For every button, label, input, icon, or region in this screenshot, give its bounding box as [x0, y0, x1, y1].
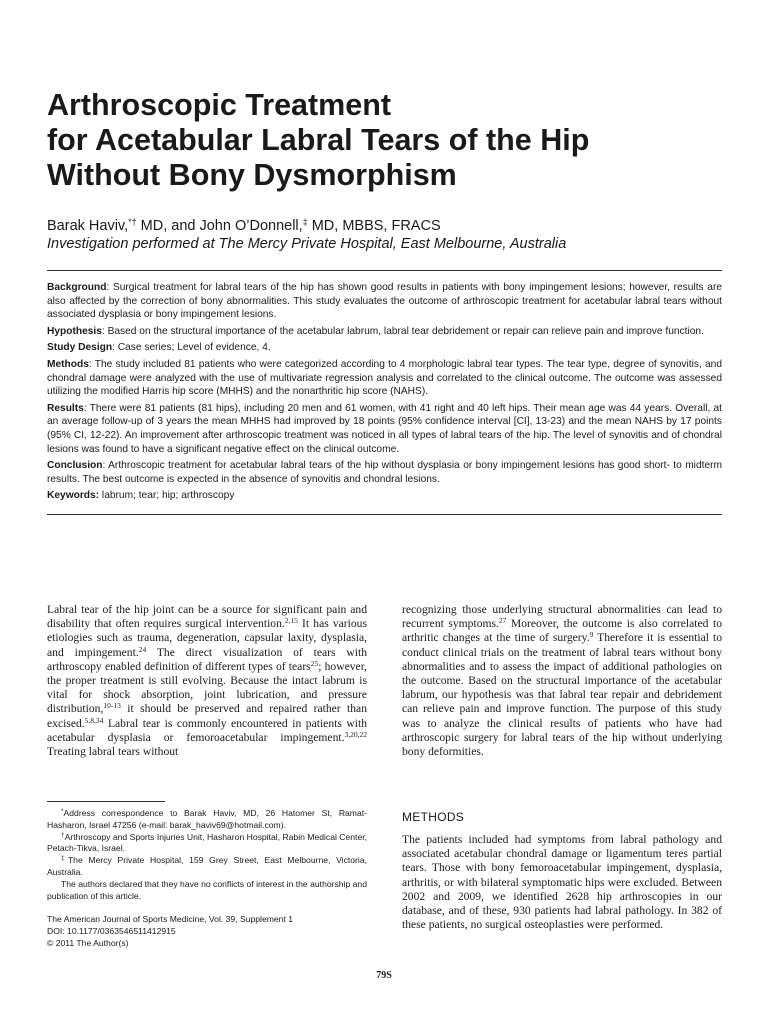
citation: 9: [589, 630, 594, 640]
results-label: Results: [47, 402, 84, 414]
footnote-affiliation-1: [47, 832, 367, 856]
body-text: ; however, the proper treatment is still evolving. Because the intact labrum is vital for shock absorption, joint lubrication, and pressure distribution,: [47, 659, 367, 716]
hypothesis-label: Hypothesis: [47, 325, 102, 337]
journal-doi: DOI: 10.1177/0363546511412915: [47, 925, 176, 936]
results-text: : There were 81 patients (81 hips), including 20 men and 61 women, with 41 right and 40 left hips. Their mean age was 44 years. Overall, at an average follow-up of 3 years the mean MHHS had improved by 18 points (95% confidence interval [CI], 13-23) and the mean NAHS by 17 points (95% CI, 12-22). An improvement after arthroscopic treatment was noticed in all types of labral tears of the hip. The level of synovitis and of chondral lesions was found to have a significant negative effect on the clinical outcome.: [47, 402, 722, 455]
page-number: 79S: [376, 970, 392, 981]
background-label: Background: [47, 282, 107, 293]
footnote-mark: *: [61, 808, 64, 815]
journal-copyright: © 2011 The Author(s): [47, 937, 129, 948]
footnote-text: Arthroscopy and Sports Injuries Unit, Hasharon Hospital, Rabin Medical Center, Petach-Tikva, Israel.: [47, 831, 367, 854]
footnote-conflicts: The authors declared that they have no conflicts of interest in the authorship and publication of this article.: [47, 878, 367, 901]
body-text: It has various etiologies such as trauma, degeneration, capsular laxity, dysplasia, and impingement.: [47, 617, 367, 659]
footnote-text: Address correspondence to Barak Haviv, MD, 26 Hatomer St, Ramat-Hasharon, Israel 47256 (e-mail: barak_haviv69@hotmail.com).: [47, 808, 367, 830]
study-design-label: Study Design: [47, 342, 113, 354]
keywords-label: Keywords:: [47, 490, 100, 502]
hypothesis-text: : Based on the structural importance of the acetabular labrum, labral tear debridement or repair can relieve pain and improve function.: [101, 325, 704, 337]
footnotes: [47, 808, 367, 902]
author-1-degree: MD, and John O’Donnell,: [136, 218, 303, 234]
author-2-degree: MD, MBBS, FRACS: [307, 218, 441, 234]
conclusion-label: Conclusion: [47, 460, 103, 472]
body-text: it should be preserved and repaired rather than excised.: [47, 702, 367, 730]
body-text: Labral tear of the hip joint can be a source for significant pain and disability that often requires surgical intervention.: [47, 603, 367, 631]
title-line-2: for Acetabular Labral Tears of the Hip: [47, 123, 590, 157]
title-line-1: Arthroscopic Treatment: [47, 88, 392, 122]
abstract-hypothesis: [47, 325, 722, 339]
background-text: : Surgical treatment for labral tears of the hip has shown good results in patients with bony impingement lesions; however, results are also affected by the correction of bony abnormalities. This study evaluates the outcome of arthroscopic treatment for acetabular labral tears without associated dysplasia or bony impingement lesions.: [47, 282, 722, 321]
footnote-correspondence: [47, 808, 367, 832]
study-design-text: : Case series; Level of evidence, 4.: [112, 342, 271, 354]
body-text: Therefore it is essential to conduct clinical trials on the treatment of labral tears without bony abnormalities and to assess the impact of additional pathologies on the outcome. Based on the structural importance of the acetabular labrum, our hypothesis was that labral tear repair and debridement can relieve pain and improve function. The purpose of this study was to analyze the clinical results of patients who have had arthroscopic surgery for labral tears of the hip without underlying bony deformities.: [402, 631, 722, 759]
body-text: recognizing those underlying structural abnormalities can lead to recurrent symptoms.: [402, 603, 722, 631]
abstract-study-design: [47, 341, 722, 355]
citation: 2,15: [284, 616, 298, 626]
body-right-column: [402, 603, 722, 759]
abstract-keywords: [47, 489, 722, 503]
citation: 25: [310, 658, 319, 668]
citation: 3,20,22: [344, 729, 367, 739]
methods-text: : The study included 81 patients who were categorized according to 4 morphologic labral tear types. The tear type, degree of synovitis, and chondral damage were analyzed with the use of multivariate regression analysis and correlated to the clinical outcome. The outcome was assessed utilizing the modified Harris hip score (MHHS) and the nonarthritic hip score (NAHS).: [47, 358, 722, 398]
citation: 5,8,34: [84, 715, 104, 725]
abstract-conclusion: [47, 459, 722, 486]
abstract-results: [47, 402, 722, 456]
abstract-background: [47, 281, 722, 322]
footnote-divider: [47, 801, 165, 802]
author-2-marks: ‡: [302, 217, 308, 227]
author-line: [47, 217, 727, 235]
citation: 27: [498, 616, 507, 626]
journal-name: The American Journal of Sports Medicine, Vol. 39, Supplement 1: [47, 914, 294, 924]
keywords-text: labrum; tear; hip; arthroscopy: [99, 490, 235, 502]
institution-line: Investigation performed at The Mercy Private Hospital, East Melbourne, Australia: [47, 236, 567, 252]
body-text: Treating labral tears without: [47, 745, 179, 759]
citation: 24: [138, 644, 147, 654]
footnote-text: The Mercy Private Hospital, 159 Grey Street, East Melbourne, Victoria, Australia.: [47, 855, 367, 877]
conclusion-text: : Arthroscopic treatment for acetabular labral tears of the hip without dysplasia or bony impingement lesions has good short- to midterm results. The best outcome is expected in the absence of synovitis and chondral lesions.: [47, 460, 722, 485]
citation: 10-13: [103, 701, 121, 711]
footnote-mark: †: [61, 831, 65, 839]
abstract-methods: [47, 358, 722, 399]
body-text: Labral tear is commonly encountered in patients with acetabular dysplasia or femoroacetabular impingement.: [47, 716, 367, 744]
author-1-marks: *†: [128, 217, 137, 227]
article-title: [47, 88, 727, 193]
body-left-column: [47, 603, 367, 759]
footnote-mark: ‡: [61, 855, 68, 863]
body-text: Moreover, the outcome is also correlated to arthritic changes at the time of surgery.: [402, 617, 722, 645]
journal-info: [47, 914, 367, 949]
methods-label: Methods: [47, 358, 89, 370]
methods-heading: METHODS: [402, 810, 465, 824]
abstract-box: [47, 270, 722, 515]
footnote-affiliation-2: [47, 855, 367, 879]
methods-paragraph: The patients included had symptoms from labral pathology and associated acetabular chondral damage or ligamentum teres partial tears. Those with bony femoroacetabular impingement, dysplasia, arthritis, or with bilateral symptomatic hips were excluded. Between 2002 and 2009, we identified 2628 hip arthroscopies in our database, and of these, 930 patients had labral pathology. In 382 of these patients, no surgical osteoplasties were performed.: [402, 833, 722, 932]
author-1-name: Barak Haviv,: [47, 218, 129, 234]
title-line-3: Without Bony Dysmorphism: [47, 158, 457, 192]
body-text: The direct visualization of tears with arthroscopy enabled definition of different types of tears: [47, 645, 367, 673]
